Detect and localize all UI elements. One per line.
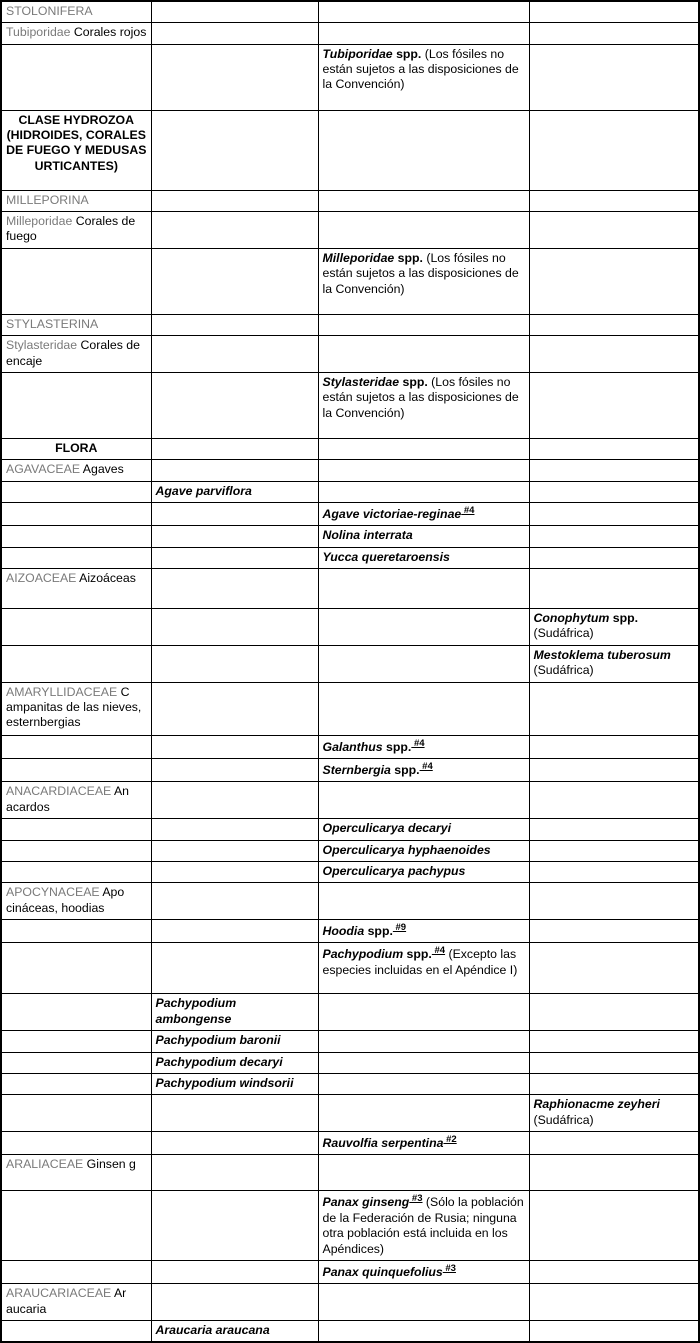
empty-cell-col-4 <box>529 569 699 609</box>
empty-cell-col-3 <box>318 1031 529 1052</box>
taxon-common-name: Apo cináceas, hoodias <box>6 885 125 915</box>
empty-cell-col-4 <box>529 1073 699 1094</box>
table-row <box>1 943 699 994</box>
species-rank-suffix: spp. <box>609 611 639 626</box>
species-annotation: (Sudáfrica) <box>533 1112 594 1127</box>
empty-cell-col-2 <box>151 314 318 335</box>
empty-cell-col-2 <box>151 1095 318 1132</box>
taxon-name-cell <box>1 460 151 481</box>
taxon-name-cell <box>1 569 151 609</box>
empty-cell-col-4 <box>529 314 699 335</box>
empty-cell-col-3 <box>318 569 529 609</box>
empty-cell-col-4 <box>529 682 699 735</box>
species-name-cell: Pachypodium decaryi <box>151 1052 318 1073</box>
empty-cell-col-1 <box>1 759 151 782</box>
table-row <box>1 438 699 459</box>
table-row <box>1 1321 699 1343</box>
taxon-name-cell <box>1 212 151 249</box>
empty-cell-col-2 <box>151 569 318 609</box>
species-scientific-name: Panax ginseng <box>322 1195 410 1210</box>
taxon-common-name: Corales de fuego <box>6 214 136 244</box>
species-scientific-name: Conophytum <box>533 611 610 626</box>
species-scientific-name: Milleporidae <box>322 250 395 265</box>
table-row <box>1 1095 699 1132</box>
taxon-common-name: C ampanitas de las nieves, esternbergias <box>6 684 142 730</box>
empty-cell-col-1 <box>1 44 151 110</box>
empty-cell-col-2 <box>151 682 318 735</box>
table-row <box>1 919 699 942</box>
species-name-cell: Agave parviflora <box>151 481 318 502</box>
species-annotation: (Excepto las especies incluidas en el Apéndice I) <box>322 947 518 977</box>
taxon-common-name: Ginsen g <box>86 1157 136 1172</box>
empty-cell-col-2 <box>151 248 318 314</box>
taxon-name-cell <box>1 682 151 735</box>
species-name-cell: Pachypodium ambongense <box>151 994 318 1031</box>
table-row <box>1 994 699 1031</box>
table-row <box>1 460 699 481</box>
table-row <box>1 569 699 609</box>
empty-cell-col-4 <box>529 502 699 525</box>
empty-cell-col-2 <box>151 782 318 819</box>
species-annotation: (Los fósiles no están sujetos a las disposiciones de la Convención) <box>322 46 519 92</box>
empty-cell-col-3 <box>318 1073 529 1094</box>
empty-cell-col-2 <box>151 502 318 525</box>
species-scientific-name: Raphionacme zeyheri <box>533 1097 660 1112</box>
species-rank-suffix: spp. <box>392 46 422 61</box>
taxon-scientific-name: STOLONIFERA <box>6 4 93 18</box>
footnote-marker[interactable]: #3 <box>409 1193 423 1205</box>
section-heading-cell: CLASE HYDROZOA (HIDROIDES, CORALES DE FUEGO Y MEDUSAS URTICANTES) <box>1 110 151 190</box>
species-entry-cell <box>529 1095 699 1132</box>
table-row <box>1 1052 699 1073</box>
empty-cell-col-3 <box>318 1095 529 1132</box>
table-row <box>1 1260 699 1283</box>
species-rank-suffix: spp. <box>364 924 393 939</box>
empty-cell-col-4 <box>529 336 699 373</box>
empty-cell-col-4 <box>529 1031 699 1052</box>
empty-cell-col-3 <box>318 1052 529 1073</box>
empty-cell-col-1 <box>1 1052 151 1073</box>
empty-cell-col-2 <box>151 883 318 920</box>
empty-cell-col-2 <box>151 759 318 782</box>
empty-cell-col-4 <box>529 1155 699 1191</box>
empty-cell-col-4 <box>529 1284 699 1321</box>
species-name-cell: Araucaria araucana <box>151 1321 318 1343</box>
empty-cell-col-3 <box>318 23 529 44</box>
taxon-name-cell <box>1 1 151 23</box>
empty-cell-col-2 <box>151 212 318 249</box>
species-rank-suffix: spp. <box>382 739 412 754</box>
footnote-marker[interactable]: #2 <box>443 1133 457 1145</box>
table-row <box>1 526 699 547</box>
empty-cell-col-4 <box>529 1321 699 1343</box>
taxon-scientific-name: Stylasteridae <box>6 338 81 353</box>
empty-cell-col-3 <box>318 190 529 211</box>
empty-cell-col-1 <box>1 840 151 861</box>
empty-cell-col-2 <box>151 372 318 438</box>
taxon-scientific-name: STYLASTERINA <box>6 316 99 331</box>
table-row <box>1 840 699 861</box>
empty-cell-col-4 <box>529 438 699 459</box>
table-row <box>1 190 699 211</box>
empty-cell-col-1 <box>1 248 151 314</box>
empty-cell-col-3 <box>318 782 529 819</box>
empty-cell-col-2 <box>151 1131 318 1154</box>
taxon-common-name: Agaves <box>82 462 124 477</box>
table-row <box>1 248 699 314</box>
empty-cell-col-4 <box>529 248 699 314</box>
empty-cell-col-4 <box>529 481 699 502</box>
empty-cell-col-1 <box>1 645 151 682</box>
species-scientific-name: Galanthus <box>322 739 383 754</box>
empty-cell-col-1 <box>1 1260 151 1283</box>
empty-cell-col-4 <box>529 1052 699 1073</box>
empty-cell-col-4 <box>529 782 699 819</box>
table-row <box>1 1284 699 1321</box>
empty-cell-col-4 <box>529 883 699 920</box>
empty-cell-col-4 <box>529 819 699 840</box>
table-row <box>1 782 699 819</box>
taxon-scientific-name: ANACARDIACEAE <box>6 784 114 799</box>
species-entry-cell <box>318 1191 529 1261</box>
species-scientific-name: Mestoklema tuberosum <box>533 647 671 662</box>
table-row <box>1 1155 699 1191</box>
empty-cell-col-2 <box>151 861 318 882</box>
empty-cell-col-3 <box>318 994 529 1031</box>
empty-cell-col-4 <box>529 840 699 861</box>
species-scientific-name: Hoodia <box>322 924 365 939</box>
species-entry-cell <box>318 735 529 758</box>
taxon-common-name: Aizoáceas <box>79 571 136 586</box>
footnote-marker[interactable]: #3 <box>442 1262 456 1274</box>
taxon-scientific-name: ARALIACEAE <box>6 1157 87 1172</box>
footnote-marker[interactable]: #4 <box>411 737 425 749</box>
species-entry-cell <box>529 645 699 682</box>
empty-cell-col-3 <box>318 645 529 682</box>
table-row <box>1 609 699 646</box>
empty-cell-col-1 <box>1 1321 151 1343</box>
table-row <box>1 44 699 110</box>
species-name-cell: Operculicarya hyphaenoides <box>318 840 529 861</box>
empty-cell-col-1 <box>1 919 151 942</box>
empty-cell-col-2 <box>151 526 318 547</box>
species-name-cell: Yucca queretaroensis <box>318 547 529 568</box>
species-scientific-name: Rauvolfia serpentina <box>322 1136 444 1151</box>
taxon-common-name: An acardos <box>6 784 130 814</box>
empty-cell-col-1 <box>1 819 151 840</box>
table-row <box>1 23 699 44</box>
empty-cell-col-1 <box>1 609 151 646</box>
species-name-cell: Operculicarya decaryi <box>318 819 529 840</box>
species-name-cell: Operculicarya pachypus <box>318 861 529 882</box>
empty-cell-col-4 <box>529 110 699 190</box>
table-row <box>1 1131 699 1154</box>
empty-cell-col-3 <box>318 336 529 373</box>
empty-cell-col-3 <box>318 314 529 335</box>
species-entry-cell <box>318 372 529 438</box>
footnote-marker[interactable]: #4 <box>461 504 475 516</box>
footnote-marker[interactable]: #4 <box>431 945 446 957</box>
empty-cell-col-4 <box>529 212 699 249</box>
species-entry-cell <box>318 248 529 314</box>
empty-cell-col-2 <box>151 919 318 942</box>
empty-cell-col-2 <box>151 110 318 190</box>
empty-cell-col-2 <box>151 547 318 568</box>
table-row <box>1 314 699 335</box>
empty-cell-col-3 <box>318 1321 529 1343</box>
empty-cell-col-3 <box>318 1284 529 1321</box>
species-annotation: (Sudáfrica) <box>533 626 594 641</box>
species-entry-cell <box>318 1260 529 1283</box>
empty-cell-col-3 <box>318 883 529 920</box>
taxon-name-cell <box>1 190 151 211</box>
empty-cell-col-2 <box>151 1191 318 1261</box>
empty-cell-col-4 <box>529 759 699 782</box>
species-scientific-name: Tubiporidae <box>322 46 393 61</box>
empty-cell-col-3 <box>318 682 529 735</box>
empty-cell-col-2 <box>151 1284 318 1321</box>
empty-cell-col-4 <box>529 372 699 438</box>
taxon-name-cell <box>1 23 151 44</box>
empty-cell-col-3 <box>318 1155 529 1191</box>
empty-cell-col-1 <box>1 1095 151 1132</box>
empty-cell-col-2 <box>151 943 318 994</box>
empty-cell-col-1 <box>1 1191 151 1261</box>
empty-cell-col-3 <box>318 110 529 190</box>
section-heading-cell: FLORA <box>1 438 151 459</box>
taxon-scientific-name: AIZOACEAE <box>6 571 80 586</box>
empty-cell-col-2 <box>151 460 318 481</box>
taxon-common-name: Corales rojos <box>73 25 147 40</box>
empty-cell-col-3 <box>318 1 529 23</box>
empty-cell-col-1 <box>1 547 151 568</box>
taxon-name-cell <box>1 1284 151 1321</box>
species-rank-suffix: spp. <box>390 763 420 778</box>
empty-cell-col-2 <box>151 1260 318 1283</box>
empty-cell-col-4 <box>529 1 699 23</box>
table-body <box>1 1 699 1342</box>
species-scientific-name: Stylasteridae <box>322 374 400 389</box>
empty-cell-col-3 <box>318 609 529 646</box>
taxon-name-cell <box>1 1155 151 1191</box>
empty-cell-col-4 <box>529 1191 699 1261</box>
table-row <box>1 336 699 373</box>
empty-cell-col-3 <box>318 481 529 502</box>
empty-cell-col-2 <box>151 1 318 23</box>
taxon-name-cell <box>1 314 151 335</box>
empty-cell-col-2 <box>151 190 318 211</box>
empty-cell-col-2 <box>151 23 318 44</box>
empty-cell-col-4 <box>529 994 699 1031</box>
taxon-scientific-name: APOCYNACEAE <box>6 885 103 900</box>
species-annotation: (Los fósiles no están sujetos a las disposiciones de la Convención) <box>322 374 519 420</box>
empty-cell-col-3 <box>318 460 529 481</box>
empty-cell-col-1 <box>1 502 151 525</box>
empty-cell-col-1 <box>1 1031 151 1052</box>
species-name-cell: Nolina interrata <box>318 526 529 547</box>
taxon-scientific-name: AGAVACEAE <box>6 462 83 477</box>
taxon-name-cell <box>1 336 151 373</box>
taxon-scientific-name: Tubiporidae <box>6 25 74 40</box>
table-row <box>1 1 699 23</box>
empty-cell-col-1 <box>1 735 151 758</box>
taxon-scientific-name: ARAUCARIACEAE <box>6 1286 114 1301</box>
species-annotation: (Sudáfrica) <box>533 663 594 678</box>
table-row <box>1 645 699 682</box>
species-entry-cell <box>318 759 529 782</box>
empty-cell-col-2 <box>151 438 318 459</box>
table-row <box>1 883 699 920</box>
table-row <box>1 759 699 782</box>
taxon-name-cell <box>1 883 151 920</box>
table-row <box>1 682 699 735</box>
empty-cell-col-1 <box>1 861 151 882</box>
table-row <box>1 1031 699 1052</box>
species-scientific-name: Panax quinquefolius <box>322 1265 443 1280</box>
taxon-scientific-name: MILLEPORINA <box>6 192 89 207</box>
empty-cell-col-4 <box>529 1131 699 1154</box>
table-row <box>1 1073 699 1094</box>
empty-cell-col-1 <box>1 526 151 547</box>
species-entry-cell <box>318 943 529 994</box>
empty-cell-col-1 <box>1 372 151 438</box>
species-rank-suffix: spp. <box>394 250 423 265</box>
empty-cell-col-4 <box>529 943 699 994</box>
empty-cell-col-4 <box>529 23 699 44</box>
species-entry-cell <box>318 1131 529 1154</box>
table-row <box>1 502 699 525</box>
empty-cell-col-1 <box>1 481 151 502</box>
empty-cell-col-2 <box>151 44 318 110</box>
taxon-common-name: Corales de encaje <box>6 338 140 368</box>
species-name-cell: Pachypodium windsorii <box>151 1073 318 1094</box>
empty-cell-col-4 <box>529 1260 699 1283</box>
species-name-cell: Pachypodium baronii <box>151 1031 318 1052</box>
taxon-scientific-name: Milleporidae <box>6 214 76 229</box>
empty-cell-col-1 <box>1 994 151 1031</box>
species-scientific-name: Pachypodium <box>322 947 404 962</box>
footnote-marker[interactable]: #9 <box>392 921 407 933</box>
empty-cell-col-1 <box>1 1131 151 1154</box>
empty-cell-col-2 <box>151 735 318 758</box>
table-row <box>1 819 699 840</box>
empty-cell-col-1 <box>1 943 151 994</box>
empty-cell-col-2 <box>151 336 318 373</box>
taxon-name-cell <box>1 782 151 819</box>
empty-cell-col-3 <box>318 212 529 249</box>
species-rank-suffix: spp. <box>399 374 428 389</box>
empty-cell-col-2 <box>151 1155 318 1191</box>
species-scientific-name: Sternbergia <box>322 763 391 778</box>
species-entry-cell <box>318 502 529 525</box>
species-entry-cell <box>318 919 529 942</box>
table-row <box>1 735 699 758</box>
species-rank-suffix: spp. <box>403 947 432 962</box>
table-row <box>1 372 699 438</box>
table-row <box>1 861 699 882</box>
empty-cell-col-4 <box>529 526 699 547</box>
table-row <box>1 1191 699 1261</box>
empty-cell-col-1 <box>1 1073 151 1094</box>
empty-cell-col-4 <box>529 547 699 568</box>
empty-cell-col-2 <box>151 645 318 682</box>
empty-cell-col-4 <box>529 861 699 882</box>
empty-cell-col-4 <box>529 735 699 758</box>
empty-cell-col-4 <box>529 919 699 942</box>
species-annotation: (Sólo la población de la Federación de Rusia; ninguna otra población está incluida en los Apéndices) <box>322 1195 524 1256</box>
taxon-common-name: Ar aucaria <box>6 1286 127 1316</box>
table-row <box>1 212 699 249</box>
footnote-marker[interactable]: #4 <box>419 761 433 773</box>
empty-cell-col-3 <box>318 438 529 459</box>
taxon-scientific-name: AMARYLLIDACEAE <box>6 684 121 699</box>
table-row <box>1 547 699 568</box>
species-scientific-name: Agave victoriae-reginae <box>322 507 462 522</box>
empty-cell-col-2 <box>151 840 318 861</box>
empty-cell-col-4 <box>529 190 699 211</box>
species-entry-cell <box>529 609 699 646</box>
species-annotation: (Los fósiles no están sujetos a las disposiciones de la Convención) <box>322 250 519 296</box>
table-row <box>1 110 699 190</box>
empty-cell-col-2 <box>151 609 318 646</box>
table-row <box>1 481 699 502</box>
empty-cell-col-4 <box>529 460 699 481</box>
species-entry-cell <box>318 44 529 110</box>
empty-cell-col-2 <box>151 819 318 840</box>
empty-cell-col-4 <box>529 44 699 110</box>
